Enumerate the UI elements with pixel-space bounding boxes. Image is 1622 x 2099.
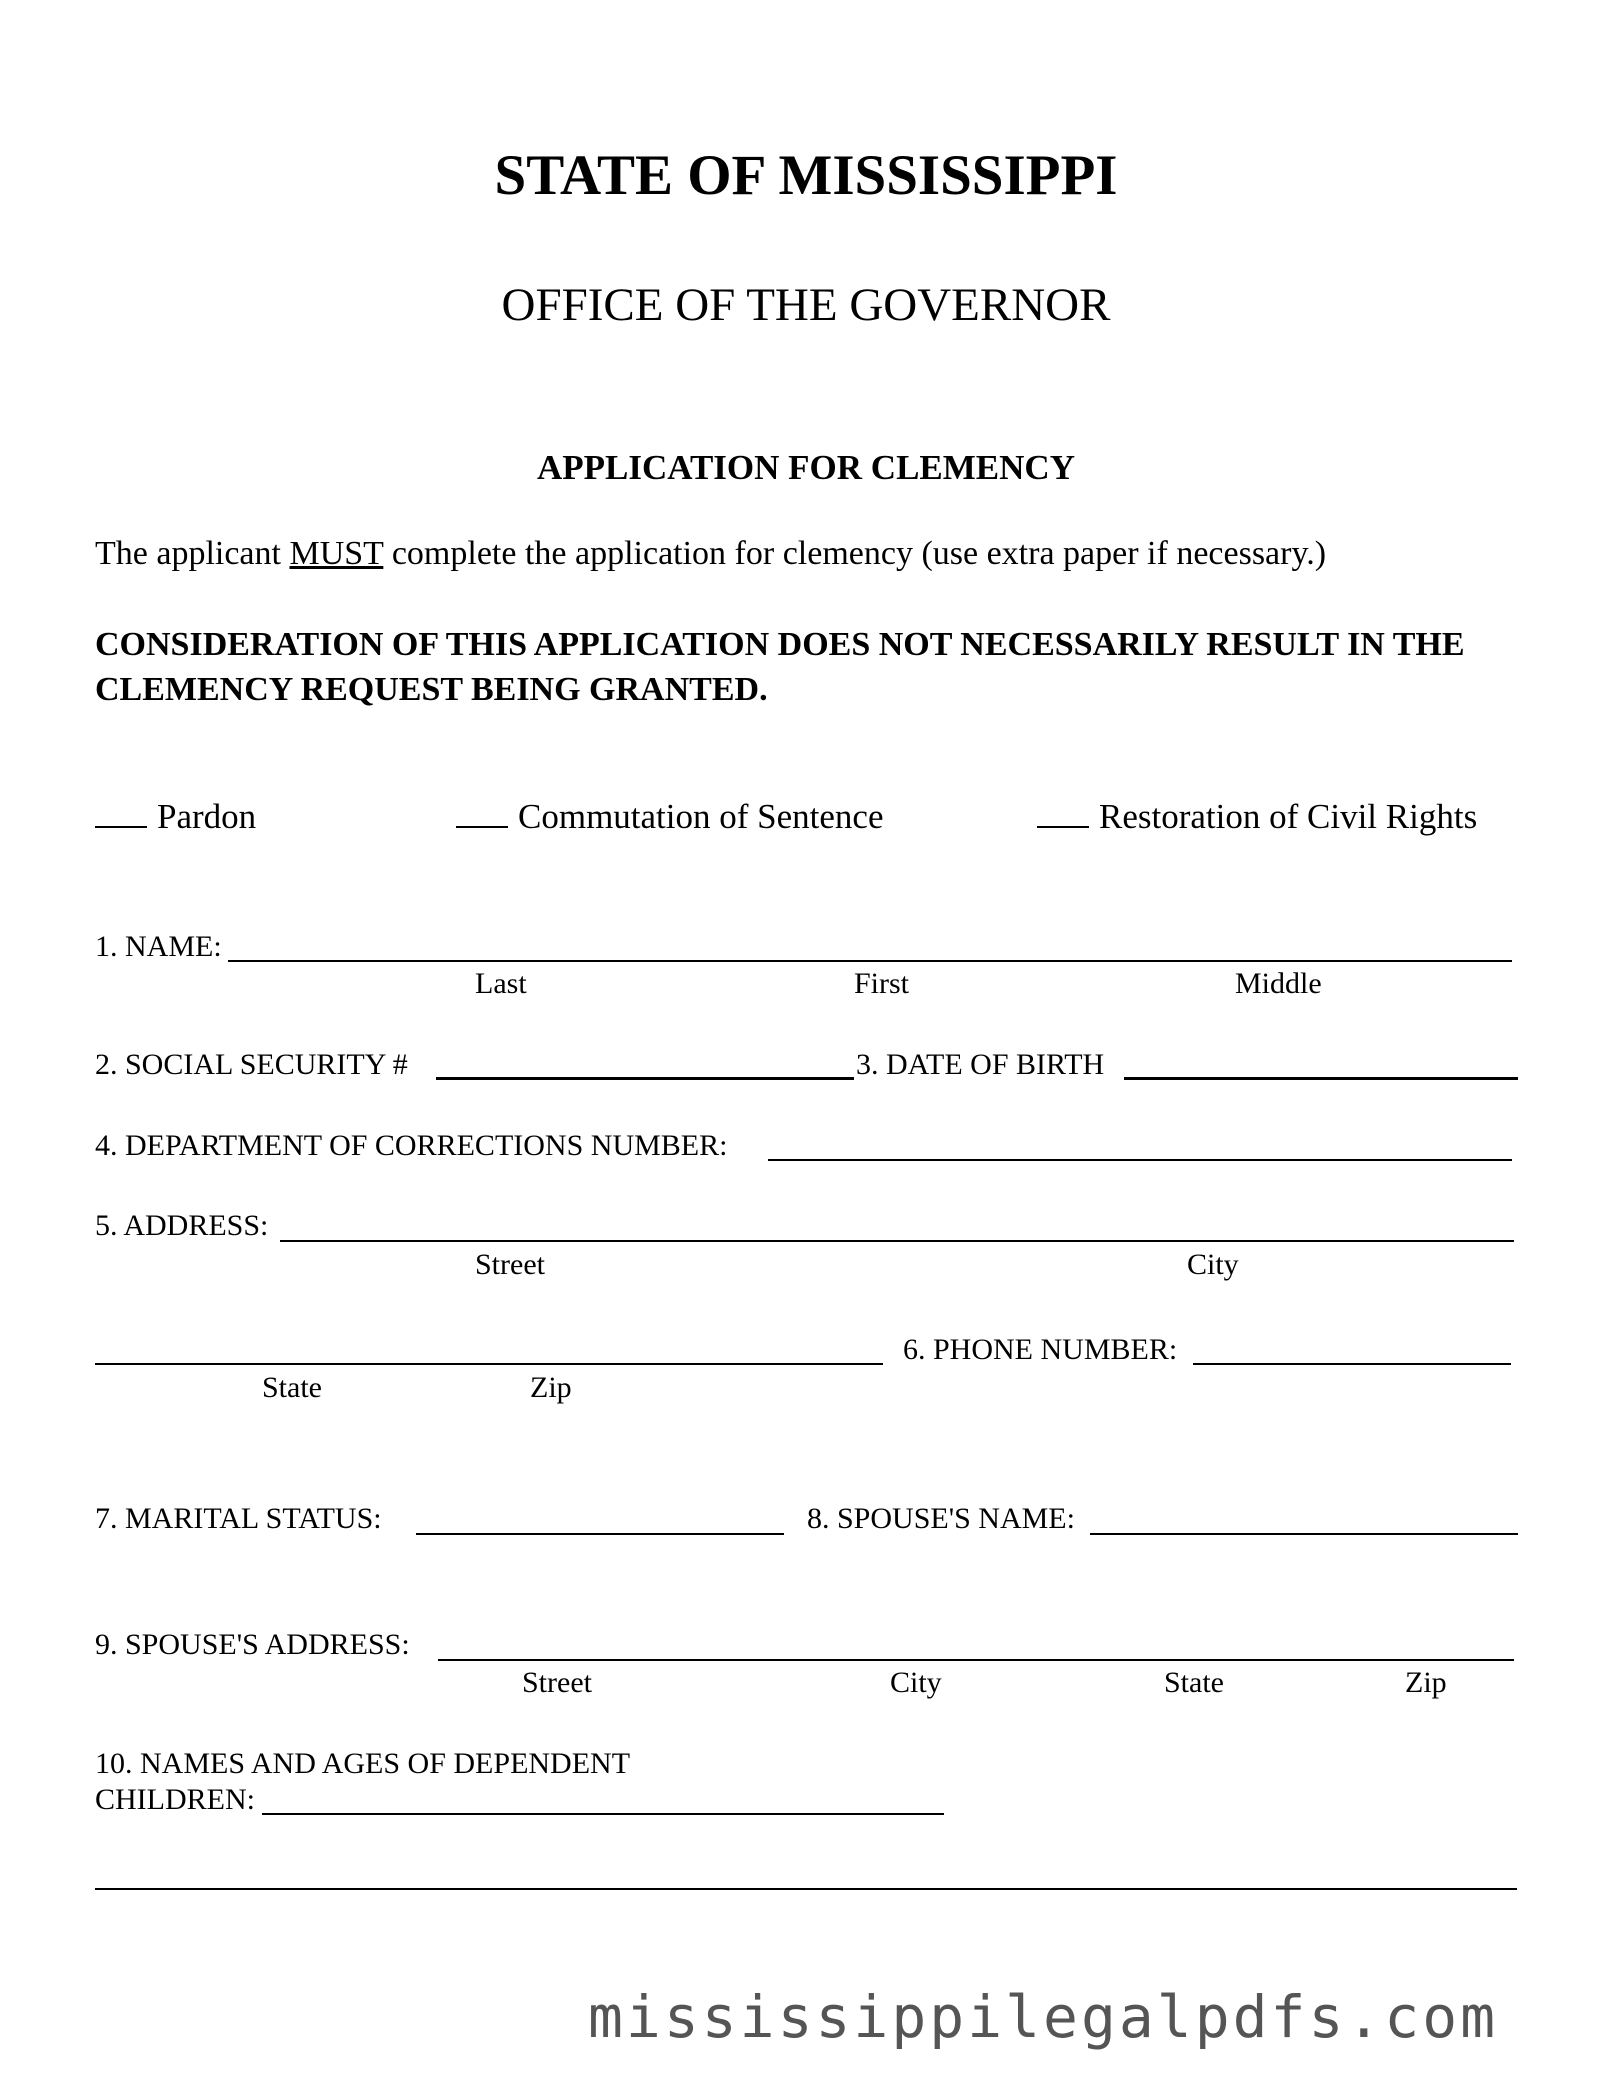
- option-restoration-label: Restoration of Civil Rights: [1099, 797, 1478, 836]
- address-sub-street: Street: [475, 1248, 545, 1281]
- intro-emphasis: MUST: [289, 535, 384, 572]
- children-label-line2: CHILDREN:: [95, 1783, 255, 1816]
- dob-label: 3. DATE OF BIRTH: [856, 1048, 1105, 1081]
- doc-number-label: 4. DEPARTMENT OF CORRECTIONS NUMBER:: [95, 1129, 728, 1162]
- notice-text: CONSIDERATION OF THIS APPLICATION DOES NOT NECESSARILY RESULT IN THE CLEMENCY REQUEST BEING GRANTED.: [95, 626, 1465, 708]
- name-field[interactable]: [228, 960, 1512, 962]
- children-label-line1: 10. NAMES AND AGES OF DEPENDENT: [95, 1747, 631, 1780]
- option-commutation[interactable]: [456, 797, 883, 837]
- form-title: APPLICATION FOR CLEMENCY: [537, 448, 1075, 487]
- option-pardon[interactable]: [95, 797, 256, 837]
- children-extra-line[interactable]: [95, 1888, 1517, 1890]
- spouse-address-label: 9. SPOUSE'S ADDRESS:: [95, 1628, 410, 1661]
- spouse-name-field[interactable]: [1090, 1533, 1518, 1535]
- children-field[interactable]: [262, 1813, 944, 1815]
- address-sub-zip: Zip: [530, 1371, 572, 1404]
- spouse-address-sub-city: City: [890, 1666, 942, 1699]
- doc-number-field[interactable]: [768, 1159, 1512, 1161]
- dob-field[interactable]: [1124, 1077, 1518, 1080]
- name-sub-first: First: [854, 967, 910, 1000]
- name-sub-last: Last: [475, 967, 527, 1000]
- spouse-address-sub-state: State: [1164, 1666, 1224, 1699]
- spouse-address-field[interactable]: [438, 1659, 1514, 1661]
- name-sub-middle: Middle: [1235, 967, 1322, 1000]
- ssn-field[interactable]: [436, 1077, 854, 1080]
- option-pardon-blank[interactable]: [95, 825, 147, 828]
- option-commutation-label: Commutation of Sentence: [518, 797, 884, 836]
- watermark-text: mississippilegalpdfs.com: [588, 1983, 1499, 2051]
- option-pardon-label: Pardon: [157, 797, 257, 836]
- address-state-zip-field[interactable]: [95, 1363, 883, 1365]
- address-field[interactable]: [280, 1240, 1514, 1242]
- address-label: 5. ADDRESS:: [95, 1209, 269, 1242]
- option-restoration-blank[interactable]: [1037, 825, 1089, 828]
- intro-text: [95, 535, 1326, 573]
- address-sub-state: State: [262, 1371, 322, 1404]
- spouse-address-sub-street: Street: [522, 1666, 592, 1699]
- phone-field[interactable]: [1193, 1363, 1511, 1365]
- option-restoration[interactable]: [1037, 797, 1477, 837]
- marital-status-label: 7. MARITAL STATUS:: [95, 1502, 382, 1535]
- page-title: STATE OF MISSISSIPPI: [494, 144, 1118, 207]
- name-label: 1. NAME:: [95, 930, 222, 963]
- office-subtitle: OFFICE OF THE GOVERNOR: [501, 279, 1111, 331]
- spouse-address-sub-zip: Zip: [1405, 1666, 1447, 1699]
- option-commutation-blank[interactable]: [456, 825, 508, 828]
- spouse-name-label: 8. SPOUSE'S NAME:: [807, 1502, 1075, 1535]
- marital-status-field[interactable]: [416, 1533, 784, 1535]
- intro-after: complete the application for clemency (use extra paper if necessary.): [383, 535, 1327, 572]
- ssn-label: 2. SOCIAL SECURITY #: [95, 1048, 408, 1081]
- address-sub-city: City: [1187, 1248, 1239, 1281]
- intro-before: The applicant: [95, 535, 290, 572]
- phone-label: 6. PHONE NUMBER:: [903, 1333, 1178, 1366]
